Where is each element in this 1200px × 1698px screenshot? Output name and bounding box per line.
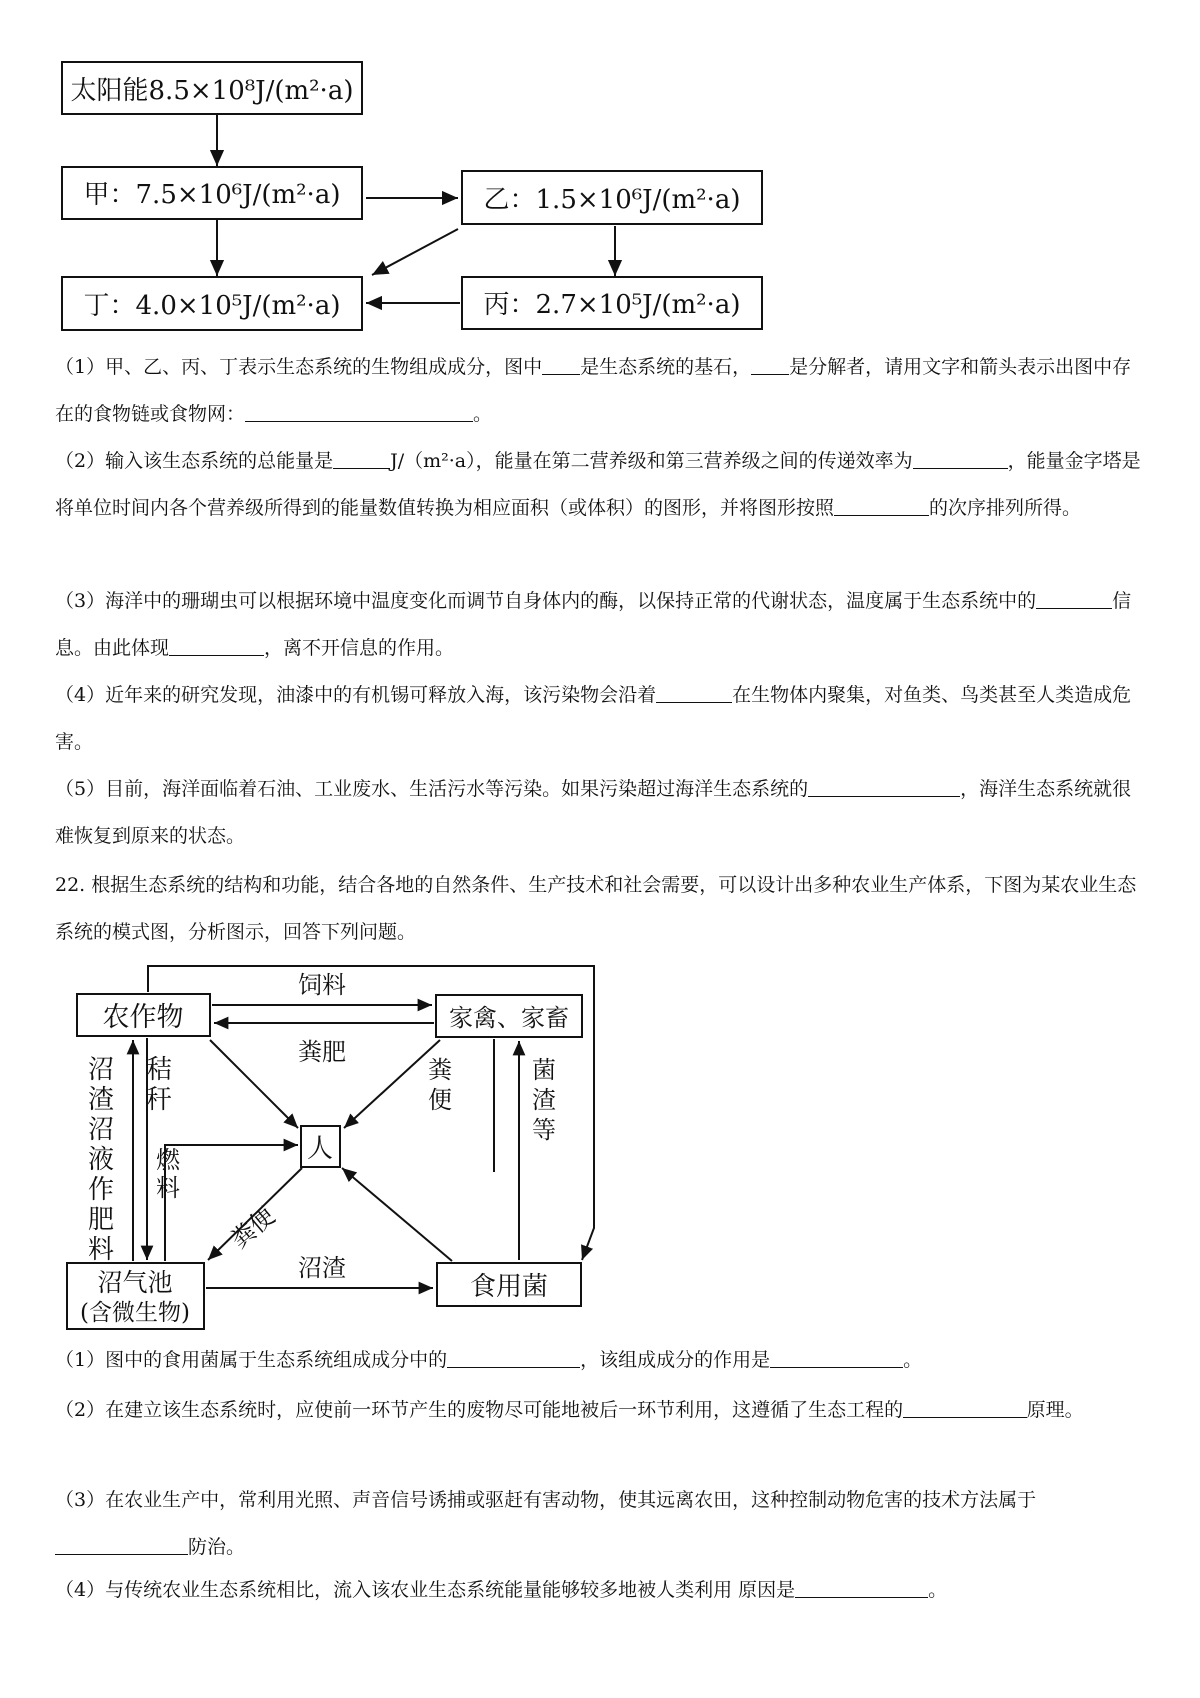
- svg-text:沼气池: 沼气池: [97, 1268, 173, 1297]
- svg-text:(含微生物): (含微生物): [80, 1300, 190, 1326]
- q21-part5: （5）目前，海洋面临着石油、工业废水、生活污水等污染。如果污染超过海洋生态系统的 ，海洋生态系统就很难恢复到原来的状态。: [55, 778, 1132, 847]
- box-yi: [462, 171, 762, 224]
- agri-ecosystem-diagram: [0, 950, 1200, 1340]
- label-straw: 秸秆: [145, 1055, 173, 1115]
- box-bing-label: 丙：2.7×10⁵J/(m²·a): [483, 290, 741, 320]
- box-ding-label: 丁：4.0×10⁵J/(m²·a): [83, 291, 341, 321]
- label-fungus-residue: 菌渣等: [532, 1056, 556, 1144]
- q21-part4: （4）近年来的研究发现，油漆中的有机锡可释放入海，该污染物会沿着 在生物体内聚集，对鱼类、鸟类甚至人类造成危害。: [55, 684, 1132, 753]
- arrow-fuel: [165, 1145, 298, 1261]
- box-yi-label: 乙：1.5×10⁶J/(m²·a): [483, 185, 741, 215]
- arrow-livestock-person: [344, 1040, 440, 1128]
- box-sun-label: 太阳能8.5×10⁸J/(m²·a): [70, 76, 354, 106]
- label-fuel: 燃料: [156, 1146, 180, 1202]
- label-manure: 粪肥: [298, 1038, 346, 1066]
- svg-text:人: 人: [306, 1134, 334, 1164]
- arrow-yi-ding: [372, 229, 458, 275]
- svg-text:食用菌: 食用菌: [469, 1272, 549, 1302]
- arrow-fungi-person: [342, 1168, 452, 1261]
- box-ding: [62, 277, 362, 330]
- box-jia: [62, 167, 362, 219]
- label-residue: 沼渣: [298, 1254, 346, 1282]
- q21-part1: （1）甲、乙、丙、丁表示生态系统的生物组成成分，图中 是生态系统的基石， 是分解者，请用文字和箭头表示出图中存在的食物链或食物网： 。: [55, 356, 1132, 425]
- svg-text:农作物: 农作物: [102, 1002, 184, 1033]
- q22-part2: （2）在建立该生态系统时，应使前一环节产生的废物尽可能地被后一环节利用，这遵循了生态工程的 原理。: [55, 1399, 1084, 1421]
- box-jia-label: 甲：7.5×10⁶J/(m²·a): [83, 180, 341, 210]
- q22-part3: （3）在农业生产中，常利用光照、声音信号诱捕或驱赶有害动物，使其远离农田，这种控制动物危害的技术方法属于防治。: [55, 1489, 1037, 1558]
- node-livestock: [436, 995, 582, 1037]
- node-crops: [77, 994, 210, 1036]
- q22-part1: （1）图中的食用菌属于生态系统组成成分中的 ，该组成成分的作用是 。: [55, 1349, 923, 1371]
- label-feces-person: 粪便: [225, 1201, 281, 1255]
- node-fungi: [437, 1263, 581, 1306]
- q21-part3: （3）海洋中的珊瑚虫可以根据环境中温度变化而调节自身体内的酶，以保持正常的代谢状态，温度属于生态系统中的 信息。由此体现 ，离不开信息的作用。: [55, 590, 1132, 659]
- node-biogas: [67, 1263, 204, 1329]
- box-sun: [62, 62, 362, 114]
- label-feces-livestock: 粪便: [428, 1056, 452, 1114]
- svg-text:家禽、家畜: 家禽、家畜: [449, 1004, 569, 1032]
- q21-part2: （2）输入该生态系统的总能量是 J/（m²·a），能量在第二营养级和第三营养级之间的传递效率为 ，能量金字塔是将单位时间内各个营养级所得到的能量数值转换为相应面积（或体积）的图形，并将图形按照 的次序排列所得。: [55, 450, 1141, 519]
- label-biogas-fertilizer: 沼渣沼液作肥料: [87, 1055, 115, 1265]
- label-feed: 饲料: [298, 971, 346, 999]
- box-bing: [462, 277, 762, 329]
- node-person: [301, 1126, 340, 1167]
- q22-stem: 22. 根据生态系统的结构和功能，结合各地的自然条件、生产技术和社会需要，可以设计出多种农业生产体系，下图为某农业生态系统的模式图，分析图示，回答下列问题。: [55, 874, 1137, 943]
- energy-flow-diagram: [0, 0, 1200, 340]
- arrow-crops-person: [210, 1040, 298, 1128]
- q22-part4: （4）与传统农业生态系统相比，流入该农业生态系统能量能够较多地被人类利用 原因是 。: [55, 1579, 948, 1601]
